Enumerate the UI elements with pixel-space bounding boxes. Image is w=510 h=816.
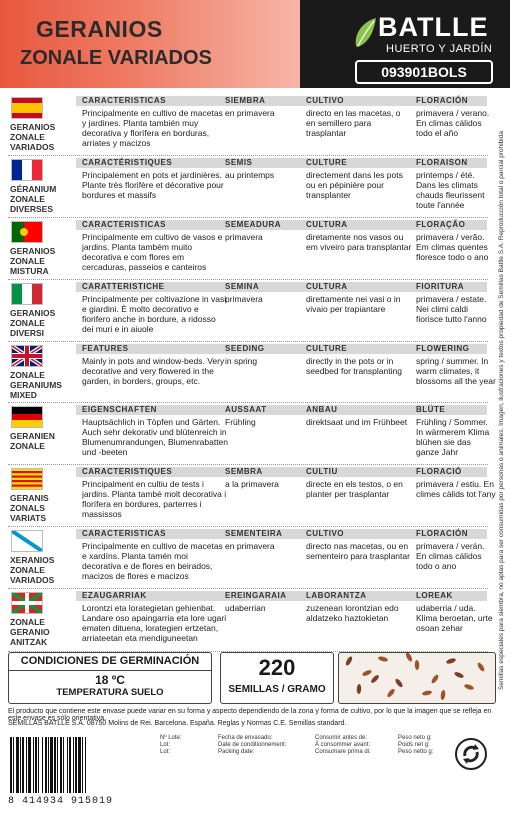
- barcode-image: [8, 735, 128, 795]
- brand-name: BATLLE: [378, 12, 489, 42]
- barcode-bar: [35, 737, 37, 793]
- cell-text: direktsaat und im Frühbeet: [306, 417, 408, 427]
- consume-labels: [315, 735, 371, 756]
- column-header: FLORACIÓN: [416, 529, 469, 538]
- flag-eus-icon: [11, 592, 43, 614]
- cell-text: au printemps: [225, 170, 275, 180]
- barcode-bar: [60, 737, 62, 793]
- column-header: EREINGARAIA: [225, 591, 287, 600]
- variety-name: XERANIOS ZONALE VARIADOS: [10, 555, 55, 585]
- flag-uk-icon: [11, 345, 43, 367]
- page-title: GERANIOS: [36, 16, 163, 42]
- seed-shape: [476, 662, 485, 673]
- barcode-bar: [38, 737, 39, 793]
- cell-text: Mainly in pots and window-beds. Very decorative and very flowered in the garden, in borders, groups, etc.: [82, 356, 225, 386]
- barcode-bar: [50, 737, 53, 793]
- language-row: [8, 218, 488, 280]
- language-row: [8, 527, 488, 589]
- barcode-bar: [13, 737, 14, 793]
- flag-it-icon: [11, 283, 43, 305]
- lot-labels: [160, 735, 182, 756]
- seed-shape: [394, 678, 404, 689]
- barcode-number: 8 414934 915019: [8, 796, 114, 807]
- cell-text: primavera / verão. Em climas quentes floresce todo o ano: [416, 232, 489, 262]
- cell-text: directo en las macetas, o en semillero para trasplantar: [306, 108, 401, 138]
- germination-box: [8, 652, 212, 704]
- date-labels: [218, 735, 286, 756]
- cell-text: primavera / estiu. En climes càlids tot l'any: [416, 479, 496, 499]
- seeds-count: 220: [258, 655, 296, 680]
- column-header: CULTURE: [306, 344, 348, 353]
- barcode-bar: [10, 737, 12, 793]
- brand-tagline: HUERTO Y JARDÍN: [386, 43, 493, 55]
- seed-shape: [440, 690, 446, 701]
- barcode-bar: [75, 737, 77, 793]
- cell-text: Lorontzi eta lorategietan gehienbat. Landare oso apaingarria eta lore ugari ematen dituena, lorategien ertzetan, arriateetan eta mendiguneetan: [82, 603, 227, 643]
- seeds-per-gram-box: [220, 652, 334, 704]
- column-header: SEMEADURA: [225, 220, 282, 229]
- seed-shape: [405, 653, 414, 662]
- page-subtitle: ZONALE VARIADOS: [20, 47, 212, 69]
- column-header: SEEDING: [225, 344, 265, 353]
- cell-text: primavera / verán. En climas cálidos todo o ano: [416, 541, 485, 571]
- cell-text: udaberrian: [225, 603, 266, 613]
- germination-temp: 18 ºC: [95, 673, 125, 687]
- cell-text: primavera / verano. En climas cálidos todo el año: [416, 108, 490, 138]
- variety-name: GERANIOS ZONALE MISTURA: [10, 246, 56, 276]
- cell-text: directement dans les pots ou en pépinière pour transplanter: [306, 170, 403, 200]
- cell-text: printemps / été. Dans les climats chauds fleurissent toute l'année: [416, 170, 485, 210]
- seed-shape: [464, 683, 475, 690]
- seed-shape: [362, 669, 373, 677]
- weight-label: Peso netto g:: [398, 749, 434, 755]
- barcode-bar: [45, 737, 47, 793]
- barcode-bar: [26, 737, 27, 793]
- seed-shape: [370, 674, 380, 684]
- column-header: BLÜTE: [416, 405, 446, 414]
- weight-label: Poids net g:: [398, 742, 430, 748]
- barcode-bar: [22, 737, 24, 793]
- seed-shape: [454, 671, 465, 679]
- lot-label: Nº Lote:: [160, 735, 182, 741]
- column-header: FLOWERING: [416, 344, 470, 353]
- column-header: CARACTERISTICAS: [82, 529, 166, 538]
- cell-text: en primavera: [225, 541, 275, 551]
- cell-text: spring / summer. In warm climates, it blossoms all the year: [416, 356, 496, 386]
- barcode-bar: [20, 737, 21, 793]
- column-header: LOREAK: [416, 591, 453, 600]
- cell-text: Principalmente em cultivo de vasos e jardins. Planta também muito decorativa e com flores em cercaduras, passeios e canteiros: [82, 232, 223, 272]
- column-header: AUSSAAT: [225, 405, 267, 414]
- cell-text: en primavera: [225, 108, 275, 118]
- column-header: CULTIVO: [306, 96, 345, 105]
- flag-cat-icon: [11, 468, 43, 490]
- variety-name: ZONALE GERANIO ANITZAK: [10, 617, 50, 647]
- barcode-bar: [63, 737, 64, 793]
- column-header: CARACTERISTICAS: [82, 220, 166, 229]
- lot-label: Lot:: [160, 742, 171, 748]
- cell-text: Hauptsächlich in Töpfen und Gärten. Auch sehr dekorativ und blütenreich in Blumenumrandungen, Blumenrabatten und -beeten: [82, 417, 229, 457]
- column-header: FLORAÇÃO: [416, 220, 466, 229]
- column-header: CULTIU: [306, 467, 338, 476]
- barcode-bar: [78, 737, 81, 793]
- cell-text: Principalmente en cultivo de macetas e xardíns. Planta tamén moi decorativa e de flores en beirados, macizos de flores e macizos: [82, 541, 223, 581]
- germination-section: [8, 652, 494, 704]
- barcode-bar: [42, 737, 43, 793]
- column-header: CARACTERISTIQUES: [82, 467, 173, 476]
- cell-text: diretamente nos vasos ou em viveiro para transplantar: [306, 232, 412, 252]
- barcode-bar: [85, 737, 86, 793]
- weight-label: Peso neto g:: [398, 735, 432, 741]
- cell-text: in spring: [225, 356, 258, 366]
- variety-name: GERANIOS ZONALE VARIADOS: [10, 122, 56, 152]
- column-header: CARATTERISTICHE: [82, 282, 165, 291]
- cell-text: Principalment en cultiu de tests i jardins. Planta també molt decorativa i florífera en bordures, parterres i massissos: [82, 479, 227, 519]
- language-row: [8, 465, 496, 527]
- cell-text: Principalmente per coltivazione in vasi e giardini. È molto decorativo e fiorifero anche in bordure, a ridosso dei muri e in aiuole: [82, 294, 227, 334]
- cell-text: Principalmente en cultivo de macetas y jardines. Planta también muy decorativa y florífera en borduras, arriates y macizos: [82, 108, 223, 148]
- variety-name: GERANIS ZONALS VARIATS: [10, 493, 49, 523]
- column-header: SEMBRA: [225, 467, 263, 476]
- column-header: SIEMBRA: [225, 96, 266, 105]
- date-label: Packing date:: [218, 749, 255, 755]
- cell-text: Principalement en pots et jardinières. Plante très florifère et décorative pour bordures et massifs: [82, 170, 224, 200]
- column-header: FEATURES: [82, 344, 129, 353]
- language-row: [8, 589, 493, 652]
- barcode-bar: [69, 737, 71, 793]
- barcode-bar: [28, 737, 31, 793]
- flag-pt-icon: [11, 221, 43, 243]
- flag-gal-icon: [11, 530, 43, 552]
- seed-shape: [430, 674, 439, 685]
- seed-shape: [415, 660, 420, 670]
- germination-title: CONDICIONES DE GERMINACIÓN: [9, 655, 211, 671]
- column-header: CULTURA: [306, 282, 348, 291]
- barcode-bar: [16, 737, 19, 793]
- column-header: SEMIS: [225, 158, 253, 167]
- seed-shape: [345, 656, 354, 667]
- seed-shape: [378, 656, 389, 663]
- column-header: FLORAISON: [416, 158, 468, 167]
- language-row: [8, 403, 488, 465]
- seed-shape: [446, 657, 457, 664]
- barcode-bar: [57, 737, 58, 793]
- column-header: CULTURA: [306, 220, 348, 229]
- cell-text: Frühling / Sommer. In wärmerem Klima blühen sie das ganze Jahr: [416, 417, 490, 457]
- product-code: 093901BOLS: [355, 60, 493, 84]
- column-header: CULTURE: [306, 158, 348, 167]
- variety-name: GERANIOS ZONALE DIVERSI: [10, 308, 56, 338]
- germination-temp-label: TEMPERATURA SUELO: [56, 687, 164, 698]
- language-row: [8, 280, 488, 342]
- cell-text: primavera: [225, 232, 263, 242]
- column-header: FLORACIÓ: [416, 467, 462, 476]
- recycle-icon: [455, 738, 487, 770]
- column-header: LABORANTZA: [306, 591, 367, 600]
- company-info: SEMILLAS BATLLE S.A. 08750 Molins de Rei. Barcelona. España. Reglas y Normas C.E. Semillas standard.: [8, 720, 347, 727]
- cell-text: zuzenean lorontzian edo aldatzeko haztokietan: [306, 603, 399, 623]
- barcode-bar: [82, 737, 83, 793]
- seed-shape: [357, 684, 362, 694]
- barcode-bar: [54, 737, 56, 793]
- variety-name: GERANIEN ZONALE: [10, 431, 55, 451]
- column-header: FIORITURA: [416, 282, 465, 291]
- consume-label: À consommer avant:: [315, 742, 371, 748]
- flag-fr-icon: [11, 159, 43, 181]
- flag-de-icon: [11, 406, 43, 428]
- column-header: CULTIVO: [306, 529, 345, 538]
- cell-text: a la primavera: [225, 479, 279, 489]
- header-title-panel: [0, 0, 300, 88]
- column-header: EIGENSCHAFTEN: [82, 405, 157, 414]
- column-header: SEMINA: [225, 282, 260, 291]
- seed-shape: [422, 690, 433, 697]
- cell-text: directo nas macetas, ou en sementeiro para trasplantar: [306, 541, 410, 561]
- seeds-unit: SEMILLAS / GRAMO: [228, 684, 326, 695]
- consume-label: Consumare prima di:: [315, 749, 371, 755]
- leaf-logo-icon: [352, 16, 378, 50]
- column-header: FLORACIÓN: [416, 96, 469, 105]
- column-header: ANBAU: [306, 405, 338, 414]
- cell-text: udaberria / uda. Klima beroetan, urte osoan zehar: [416, 603, 493, 633]
- date-label: Date de conditionnement:: [218, 742, 287, 748]
- column-header: EZAUGARRIAK: [82, 591, 147, 600]
- column-header: SEMENTEIRA: [225, 529, 283, 538]
- flag-es-icon: [11, 97, 43, 119]
- column-header: CARACTERISTICAS: [82, 96, 166, 105]
- cell-text: Frühling: [225, 417, 256, 427]
- lot-label: Lot:: [160, 749, 171, 755]
- column-header: CARACTÉRISTIQUES: [82, 158, 173, 167]
- language-row: [8, 342, 496, 403]
- cell-text: primavera: [225, 294, 263, 304]
- variety-name: GÉRANIUM ZONALE DIVERSES: [10, 184, 57, 214]
- barcode-bar: [48, 737, 49, 793]
- package-header: [0, 0, 510, 88]
- seeds-photo: [338, 652, 496, 704]
- barcode-bar: [67, 737, 68, 793]
- barcode-bar: [73, 737, 74, 793]
- cell-text: directe en els testos, o en planter per trasplantar: [306, 479, 403, 499]
- language-row: [8, 94, 488, 156]
- cell-text: primavera / estate. Nei climi caldi fiorisce tutto l'anno: [416, 294, 487, 324]
- barcode-bar: [33, 737, 34, 793]
- legal-side-text: [492, 100, 504, 690]
- date-label: Fecha de envasado:: [218, 735, 273, 741]
- seed-shape: [386, 688, 396, 698]
- language-row: [8, 156, 488, 218]
- consume-label: Consumir antes de:: [315, 735, 368, 741]
- disclaimer: El producto que contiene este envase puede variar en su forma y aspecto dependiendo de la zona y forma de cultivo, por lo que la imagen que se refleja en este envase es sólo orientativa.: [8, 708, 492, 722]
- language-rows: [8, 94, 496, 652]
- cell-text: directly in the pots or in seedbed for transplanting: [306, 356, 402, 376]
- variety-name: ZONALE GERANIUMS MIXED: [10, 370, 62, 400]
- weight-labels: [398, 735, 433, 756]
- cell-text: direttamente nei vasi o in vivaio per trapiantare: [306, 294, 401, 314]
- legal-notice: Semillas especiales para siembra, no aptas para ser consumidas por personas o animales. Imagen, ilustraciones y textos propiedad de Semillas Batlle S.A. Reproducción total o parcial prohibida: [498, 131, 505, 690]
